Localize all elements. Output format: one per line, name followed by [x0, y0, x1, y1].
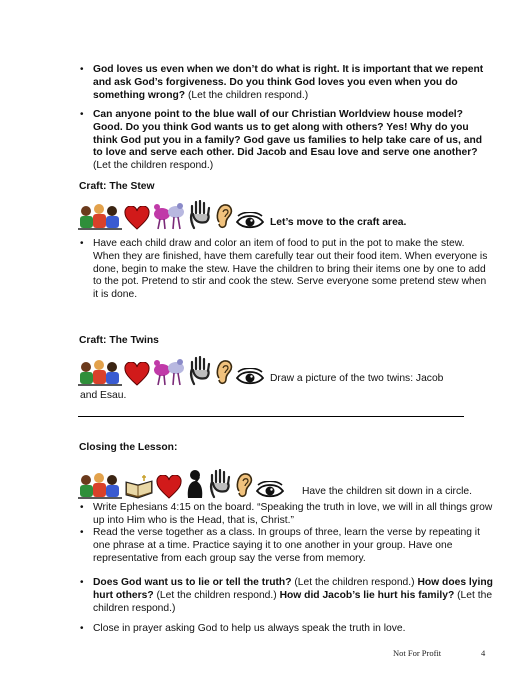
craft-twins-lead: Draw a picture of the two twins: Jacob [270, 373, 444, 384]
horizontal-divider [78, 416, 464, 417]
footer-label: Not For Profit [393, 648, 442, 658]
walking-people-icon [152, 202, 186, 230]
icon-row-craft-stew [78, 200, 406, 230]
bullet-blue-wall [93, 109, 493, 173]
normal-text: (Let the children respond.) [153, 589, 280, 601]
ear-icon [234, 471, 254, 499]
bold-text: Can anyone point to the blue wall of our Christian Worldview house model? Good. Do you think God wants us to get along with others? Yes! Why do you think God put you in a family? God gave us families to help take care of us, and to love and serve each other. Did Jacob and Esau love and serve one another? [93, 109, 483, 159]
craft-twins-continuation: and Esau. [80, 390, 127, 401]
icon-row-closing [78, 469, 472, 499]
bullet-god-loves-us [93, 64, 493, 102]
heart-icon [124, 362, 150, 386]
children-group-icon [78, 358, 122, 386]
ear-icon [214, 358, 234, 386]
normal-text: (Let the children respond.) [291, 577, 418, 588]
section-heading-craft-stew: Craft: The Stew [79, 181, 155, 192]
bold-text: How did Jacob’s lie hurt his family? [279, 589, 455, 601]
eye-icon [236, 212, 264, 230]
heart-icon [156, 475, 182, 499]
section-heading-closing: Closing the Lesson: [79, 442, 178, 453]
hand-icon [188, 356, 212, 386]
normal-text: (Let the children respond.) [93, 589, 493, 614]
closing-lead: Have the children sit down in a circle. [302, 486, 472, 497]
hand-icon [188, 200, 212, 230]
bullet-read-verse: • Read the verse together as a class. In groups of three, learn the verse by repeating it one phrase at a time. Practice saying it to one another in your group. Have one representative from each group say the verse from memory. [93, 527, 493, 565]
bold-text: How does lying hurt others? [93, 577, 493, 601]
icon-row-craft-twins [78, 356, 443, 386]
heart-icon [124, 206, 150, 230]
normal-text: (Let the children respond.) [93, 160, 214, 172]
eye-icon [236, 368, 264, 386]
bible-icon [124, 475, 154, 499]
page-number: 4 [481, 648, 486, 658]
bold-text: God loves us even when we don’t do what is right. It is important that we repent and ask God’s forgiveness. Do you think God loves you even when you do something wrong? [93, 64, 484, 101]
section-heading-craft-twins: Craft: The Twins [79, 335, 159, 346]
craft-stew-lead: Let’s move to the craft area. [270, 217, 407, 228]
bullet-truth-question [93, 577, 493, 615]
ear-icon [214, 202, 234, 230]
children-group-icon [78, 471, 122, 499]
bullet-close-prayer: • Close in prayer asking God to help us always speak the truth in love. [93, 623, 493, 636]
bullet-write-verse: • Write Ephesians 4:15 on the board. “Speaking the truth in love, we will in all things grow up into Him who is the Head, that is, Christ.” [93, 502, 493, 528]
children-group-icon [78, 202, 122, 230]
bold-text: Does God want us to lie or tell the truth? [93, 577, 292, 588]
eye-icon [256, 481, 284, 499]
bullet-stew-instructions: • Have each child draw and color an item of food to put in the pot to make the stew. When they are finished, have them carefully tear out their food item. When everyone is done, begin to make the stew. Have the children to bring their items one by one to add to the pot. Pretend to stir and cook the stew. Serve everyone some pretend stew when it is done. [93, 238, 493, 302]
hand-icon [208, 469, 232, 499]
praying-child-icon [184, 469, 206, 499]
walking-people-icon [152, 358, 186, 386]
normal-text: (Let the children respond.) [185, 89, 309, 101]
